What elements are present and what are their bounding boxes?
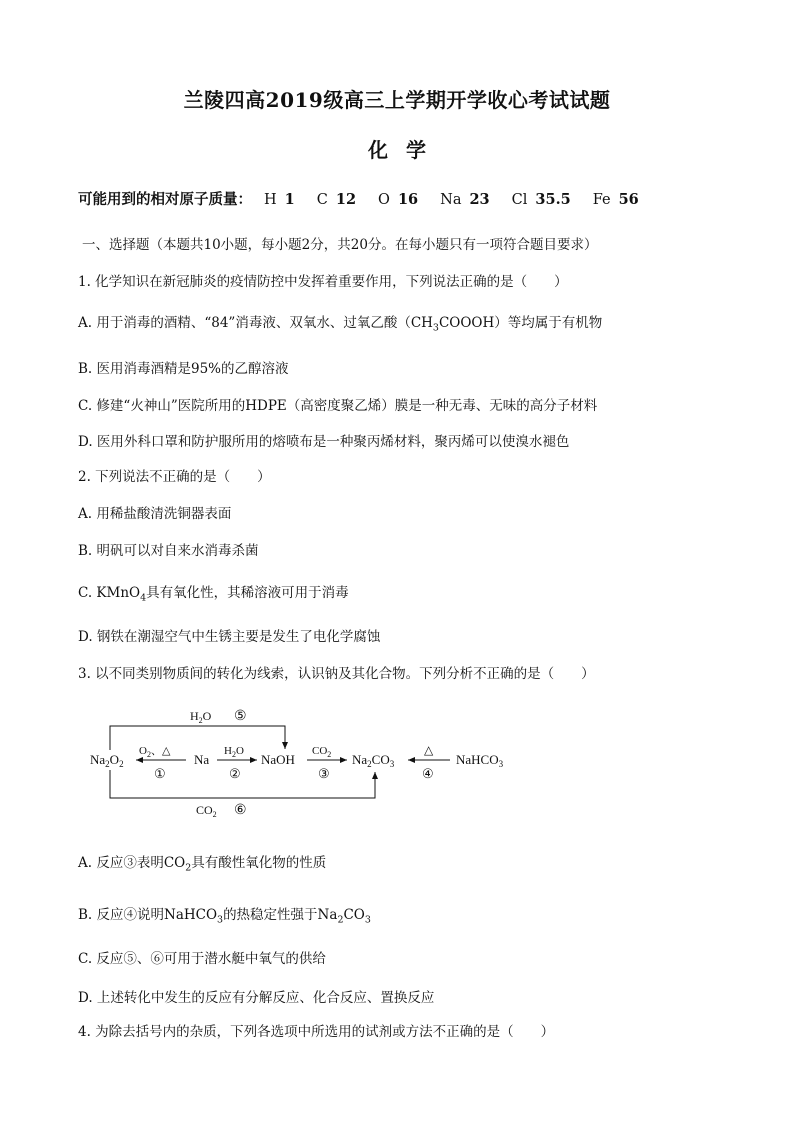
route-6-line [110, 770, 375, 798]
question-3-stem: 3. 以不同类别物质间的转化为线索，认识钠及其化合物。下列分析不正确的是（ ） [78, 666, 595, 682]
mass-val: 23 [469, 191, 490, 208]
species-nahco3: NaHCO$_3$ [456, 752, 504, 769]
mass-el: Fe [592, 192, 611, 208]
q3-option-d: D. 上述转化中发生的反应有分解反应、化合反应、置换反应 [78, 990, 435, 1006]
route-6-label: $CO_2$ [196, 803, 217, 819]
q2-option-c [78, 581, 349, 604]
arrow-2-label: $H_2O$ [224, 745, 244, 759]
q2-option-a: A. 用稀盐酸清洗铜器表面 [78, 506, 232, 522]
q3-option-a-sub: 2 [185, 862, 192, 874]
sodium-conversion-diagram [84, 702, 524, 822]
arrow-4-label: △ [424, 743, 434, 757]
arrow-3-label: $CO_2$ [312, 745, 332, 759]
q3-option-b-text-3: CO [343, 907, 365, 923]
q3-option-b-text-2: 的热稳定性强于Na [223, 907, 338, 923]
q3-option-b-sub-2: 2 [337, 914, 344, 926]
arrow-2-number: ② [229, 766, 241, 781]
q1-option-a-text: A. 用于消毒的酒精、“84”消毒液、双氧水、过氧乙酸（CH [78, 315, 433, 331]
q3-option-b-text: B. 反应④说明NaHCO [78, 907, 218, 923]
mass-el: Cl [511, 192, 528, 208]
mass-val: 1 [284, 191, 295, 208]
species-na: Na [194, 752, 210, 767]
species-na2o2: $Na_2O_2$ [90, 752, 124, 769]
q1-option-a-text-2: COOOH）等均属于有机物 [438, 315, 603, 331]
mass-el: Na [440, 192, 462, 208]
q3-option-b-sub: 3 [217, 914, 224, 926]
atomic-masses-label: 可能用到的相对原子质量： [78, 191, 252, 208]
arrow-4-number: ④ [422, 766, 434, 781]
q1-option-a [78, 311, 602, 334]
arrow-1-label: $O_2$、△ [139, 745, 171, 759]
mass-val: 35.5 [535, 191, 571, 208]
route-5-line [110, 726, 285, 750]
mass-el: O [378, 192, 390, 208]
q1-option-d: D. 医用外科口罩和防护服所用的熔喷布是一种聚丙烯材料，聚丙烯可以使溴水褪色 [78, 434, 570, 450]
mass-el: H [264, 192, 277, 208]
atomic-masses-line [78, 188, 639, 209]
route-6-number: ⑥ [234, 803, 247, 818]
question-4-stem: 4. 为除去括号内的杂质，下列各选项中所选用的试剂或方法不正确的是（ ） [78, 1024, 555, 1040]
q2-option-c-sub: 4 [140, 592, 147, 604]
question-2-stem: 2. 下列说法不正确的是（ ） [78, 469, 271, 485]
species-na2co3: $Na_2CO_3$ [352, 752, 395, 769]
mass-val: 12 [335, 191, 357, 208]
q1-option-b: B. 医用消毒酒精是95%的乙醇溶液 [78, 361, 289, 377]
q3-option-c: C. 反应⑤、⑥可用于潜水艇中氧气的供给 [78, 951, 326, 967]
subject-heading: 化学 [368, 138, 444, 162]
arrow-1-number: ① [154, 766, 166, 781]
q3-option-a-text: A. 反应③表明CO [78, 855, 186, 871]
q3-option-b-sub-3: 3 [364, 914, 371, 926]
q2-option-d: D. 钢铁在潮湿空气中生锈主要是发生了电化学腐蚀 [78, 629, 381, 645]
q2-option-c-text-2: 具有氧化性，其稀溶液可用于消毒 [146, 585, 349, 601]
q1-option-c: C. 修建“火神山”医院所用的HDPE（高密度聚乙烯）膜是一种无毒、无味的高分子材料 [78, 398, 598, 414]
q2-option-c-text: C. KMnO [78, 585, 141, 601]
mass-val: 56 [618, 191, 639, 208]
page-title: 兰陵四高2019级高三上学期开学收心考试试题 [183, 88, 611, 112]
q2-option-b: B. 明矾可以对自来水消毒杀菌 [78, 543, 259, 559]
mass-el: C [316, 192, 328, 208]
section-heading: 一、选择题（本题共10小题，每小题2分，共20分。在每小题只有一项符合题目要求） [82, 237, 598, 253]
species-naoh: NaOH [261, 752, 295, 767]
q3-option-a [78, 851, 326, 874]
route-5-number: ⑤ [234, 709, 247, 724]
arrow-3-number: ③ [318, 766, 330, 781]
q1-option-a-sub: 3 [432, 322, 439, 334]
mass-val: 16 [397, 191, 419, 208]
question-1-stem: 1. 化学知识在新冠肺炎的疫情防控中发挥着重要作用，下列说法正确的是（ ） [78, 274, 568, 290]
q3-option-b [78, 903, 371, 926]
route-5-label: $H_2O$ [190, 709, 212, 725]
q3-option-a-text-2: 具有酸性氧化物的性质 [191, 855, 327, 871]
